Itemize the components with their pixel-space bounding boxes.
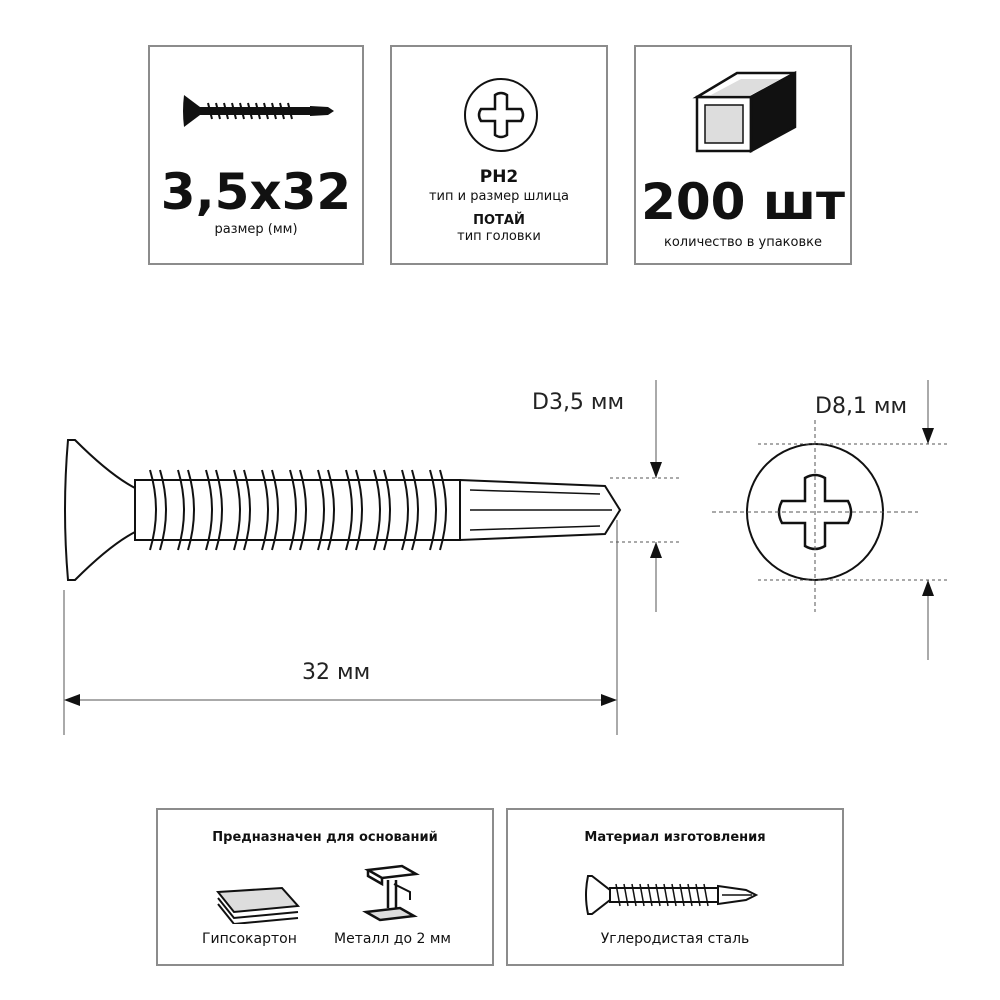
- quantity-caption: количество в упаковке: [664, 235, 822, 250]
- head-type-title: ПОТАЙ: [473, 213, 525, 228]
- screw-head-side: [65, 440, 135, 580]
- size-caption: размер (мм): [214, 222, 298, 237]
- drywall-label: Гипсокартон: [202, 931, 297, 947]
- drywall-icon: [212, 884, 302, 924]
- head-type-caption: тип головки: [457, 229, 541, 244]
- size-value: 3,5x32: [160, 163, 352, 221]
- material-card: [506, 808, 844, 966]
- thread-diameter-label: D3,5 мм: [532, 390, 625, 415]
- purpose-card: [156, 808, 494, 966]
- steel-screw-icon: [582, 870, 762, 920]
- metal-label: Металл до 2 мм: [334, 931, 451, 947]
- length-label: 32 мм: [302, 660, 371, 685]
- head-diameter-label: D8,1 мм: [815, 394, 908, 419]
- head-diameter-dimension: [758, 380, 950, 660]
- material-title: Материал изготовления: [584, 830, 766, 845]
- material-label: Углеродистая сталь: [600, 931, 750, 947]
- purpose-title: Предназначен для оснований: [212, 830, 438, 845]
- length-dimension: [64, 520, 617, 735]
- screw-head-front: [712, 420, 918, 612]
- slot-title: PH2: [479, 167, 519, 187]
- slot-caption: тип и размер шлица: [428, 189, 570, 204]
- quantity-value: 200 шт: [641, 173, 845, 231]
- metal-beam-icon: [358, 862, 424, 924]
